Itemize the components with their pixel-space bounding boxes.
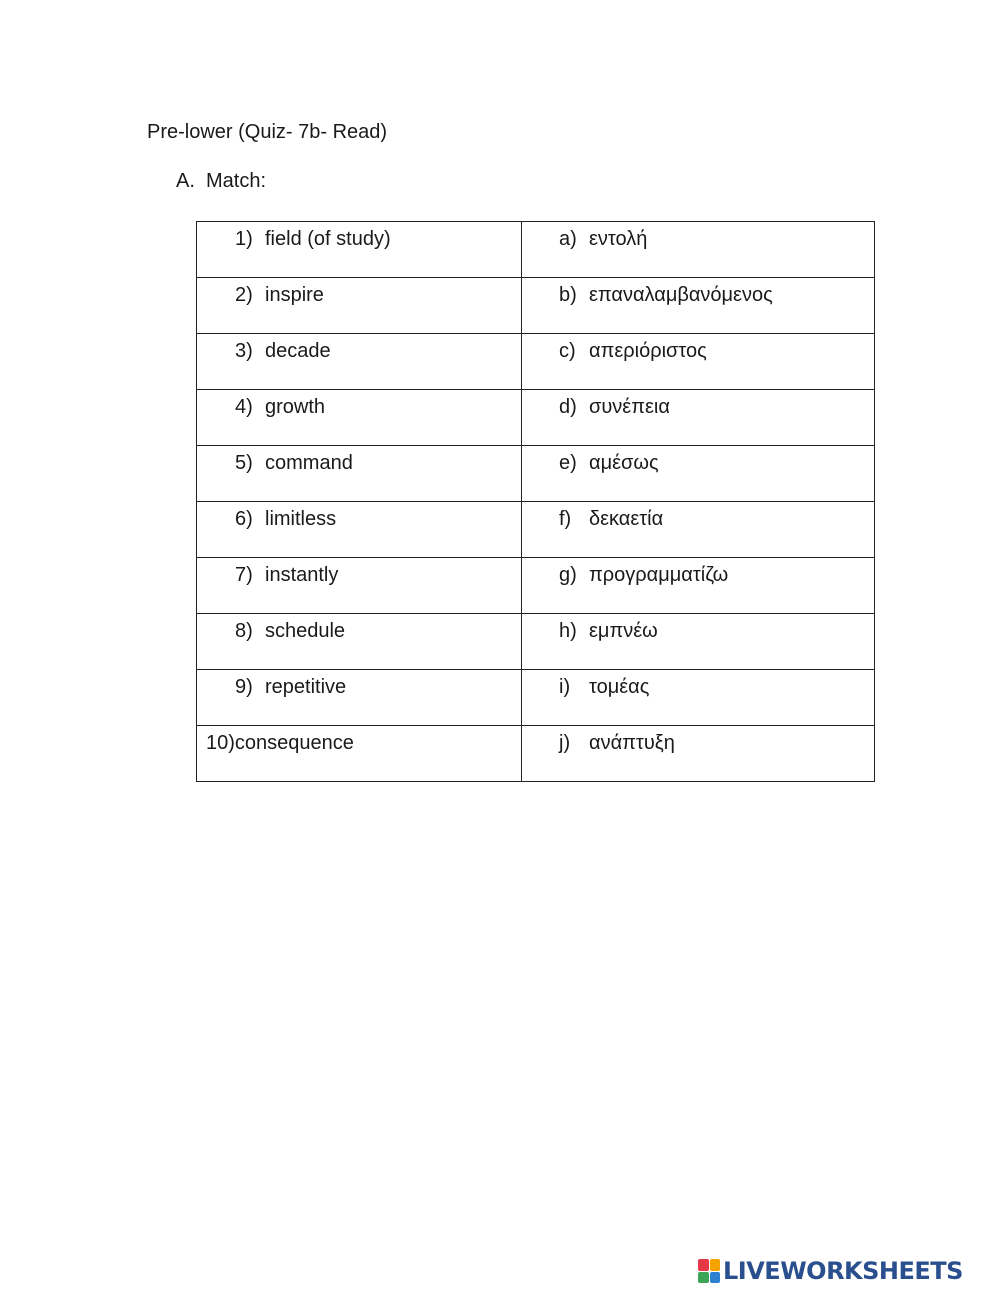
term-cell [197, 670, 522, 726]
term-text: growth [265, 396, 326, 418]
term-text: consequence [234, 732, 354, 754]
logo-mark-square [710, 1272, 721, 1284]
term-cell [197, 334, 522, 390]
matching-table-body [197, 222, 875, 782]
term-number: 10) [206, 732, 235, 754]
table-row [197, 726, 875, 782]
translation-text: απεριόριστος [589, 340, 707, 362]
translation-letter: h) [559, 620, 577, 642]
term-text: field (of study) [265, 228, 391, 250]
logo-mark-square [698, 1272, 709, 1284]
section-label: Match: [206, 170, 267, 192]
translation-text: εμπνέω [589, 620, 658, 642]
term-number: 6) [235, 508, 253, 530]
term-cell [197, 222, 522, 278]
translation-letter: g) [559, 564, 577, 586]
table-row [197, 558, 875, 614]
term-number: 1) [235, 228, 253, 250]
translation-text: συνέπεια [589, 396, 670, 418]
translation-text: εντολή [589, 228, 648, 250]
logo-text: LIVEWORKSHEETS [723, 1257, 963, 1285]
translation-cell [522, 222, 875, 278]
term-number: 8) [235, 620, 253, 642]
term-number: 3) [235, 340, 253, 362]
page-title: Pre-lower (Quiz- 7b- Read) [147, 121, 388, 143]
table-row [197, 222, 875, 278]
translation-cell [522, 726, 875, 782]
section-heading [176, 168, 266, 194]
term-text: schedule [265, 620, 346, 642]
term-text: command [265, 452, 353, 474]
matching-table [196, 221, 875, 782]
translation-letter: e) [559, 452, 577, 474]
translation-text: αμέσως [589, 452, 659, 474]
term-text: repetitive [265, 676, 347, 698]
term-number: 5) [235, 452, 253, 474]
term-cell [197, 390, 522, 446]
translation-text: δεκαετία [589, 508, 664, 530]
term-number: 2) [235, 284, 253, 306]
translation-letter: a) [559, 228, 577, 250]
term-text: inspire [265, 284, 324, 306]
liveworksheets-logo[interactable] [698, 1257, 963, 1285]
translation-cell [522, 614, 875, 670]
term-text: decade [265, 340, 331, 362]
table-row [197, 502, 875, 558]
term-cell [197, 502, 522, 558]
translation-text: ανάπτυξη [589, 732, 675, 754]
term-cell [197, 278, 522, 334]
table-row [197, 278, 875, 334]
translation-cell [522, 446, 875, 502]
translation-letter: f) [559, 508, 572, 530]
logo-mark-icon [698, 1259, 720, 1283]
translation-text: επαναλαμβανόμενος [589, 284, 773, 306]
logo-mark-square [710, 1259, 721, 1271]
table-row [197, 446, 875, 502]
table-row [197, 390, 875, 446]
translation-letter: b) [559, 284, 577, 306]
translation-cell [522, 558, 875, 614]
translation-letter: i) [559, 676, 571, 698]
term-number: 4) [235, 396, 253, 418]
table-row [197, 670, 875, 726]
term-cell [197, 726, 522, 782]
translation-letter: c) [559, 340, 576, 362]
translation-text: προγραμματίζω [589, 564, 729, 586]
term-text: limitless [265, 508, 337, 530]
translation-cell [522, 670, 875, 726]
logo-mark-square [698, 1259, 709, 1271]
translation-cell [522, 334, 875, 390]
translation-letter: d) [559, 396, 577, 418]
translation-cell [522, 502, 875, 558]
translation-text: τομέας [589, 676, 650, 698]
term-number: 7) [235, 564, 253, 586]
table-row [197, 334, 875, 390]
translation-cell [522, 390, 875, 446]
table-row [197, 614, 875, 670]
term-cell [197, 558, 522, 614]
term-cell [197, 614, 522, 670]
term-text: instantly [265, 564, 339, 586]
translation-letter: j) [559, 732, 571, 754]
term-number: 9) [235, 676, 253, 698]
term-cell [197, 446, 522, 502]
translation-cell [522, 278, 875, 334]
section-letter: A. [176, 170, 195, 192]
